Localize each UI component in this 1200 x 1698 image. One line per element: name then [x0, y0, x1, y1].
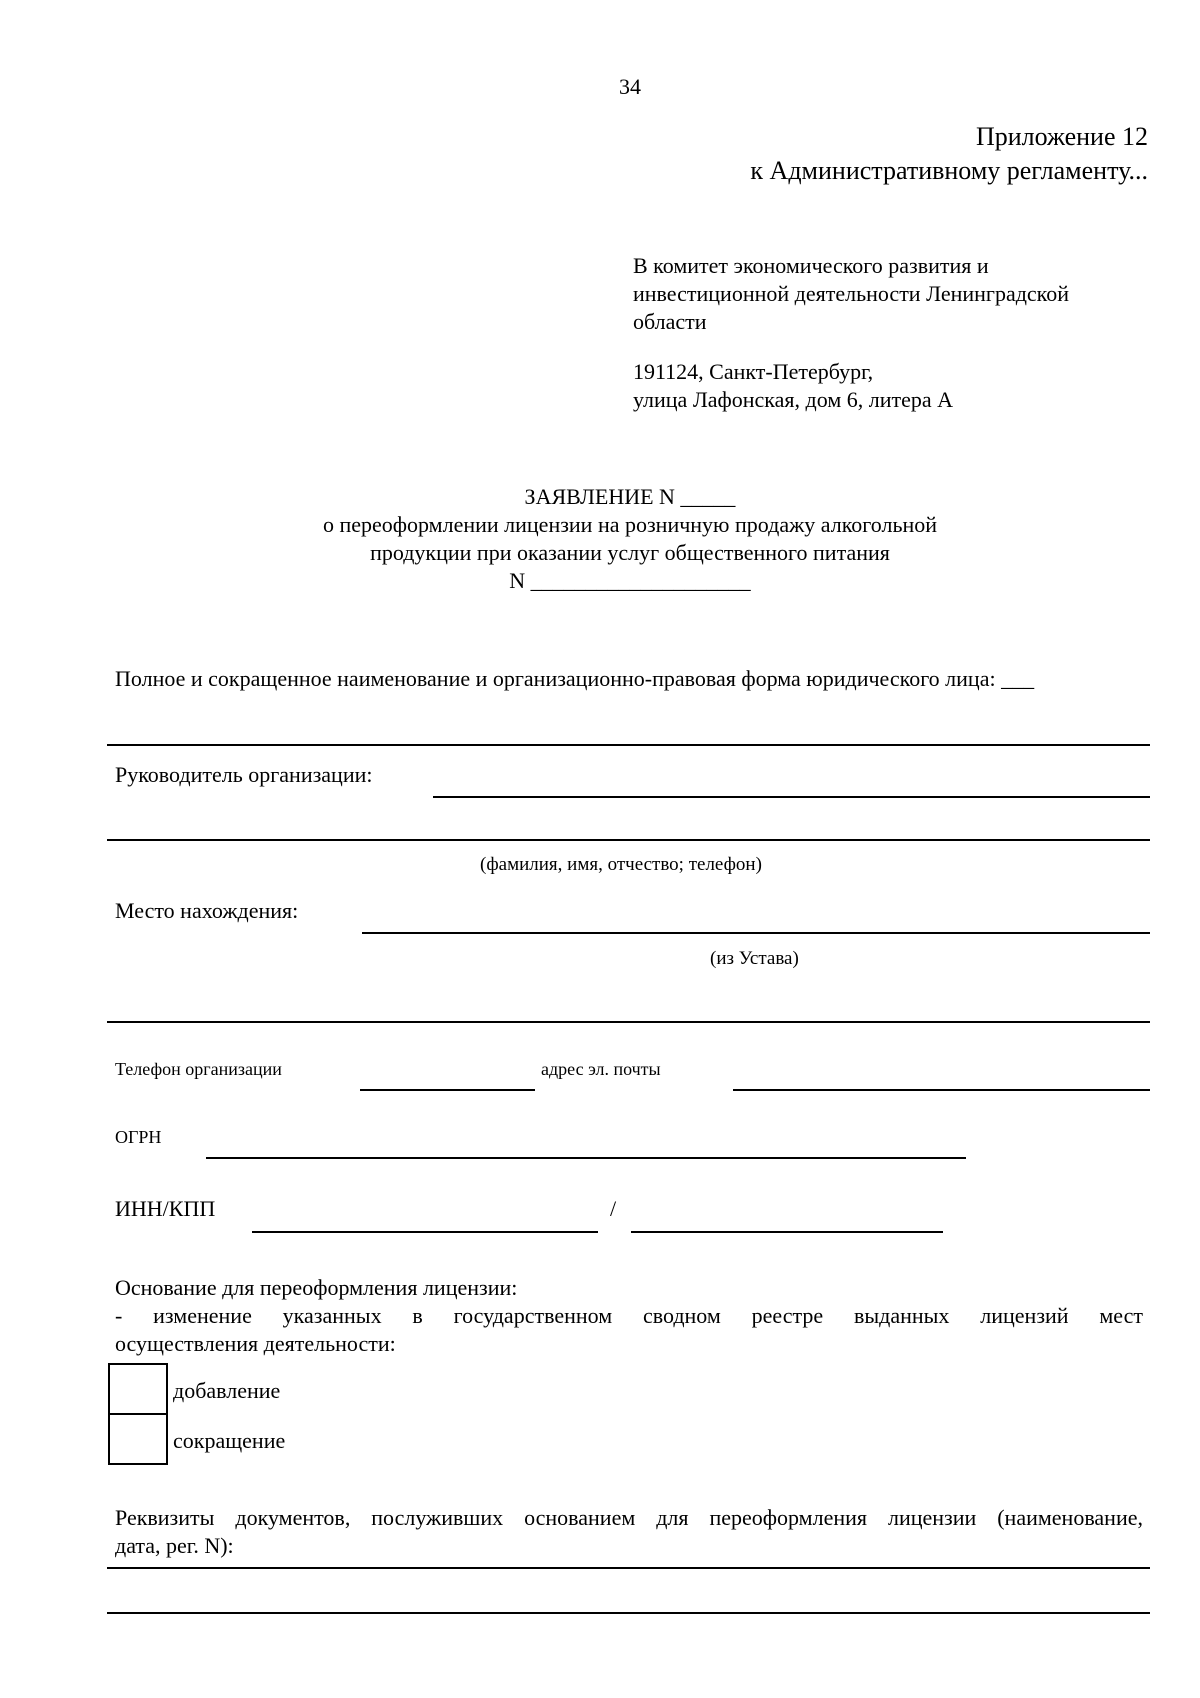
legal-name-label: Полное и сокращенное наименование и организационно-правовая форма юридического лица: ___: [115, 666, 1035, 691]
application-subtitle-1: о переоформлении лицензии на розничную продажу алкогольной: [322, 512, 938, 537]
location-label: Место нахождения:: [115, 898, 299, 923]
kpp-input-line[interactable]: [631, 1231, 943, 1233]
location-hint: (из Устава): [710, 948, 799, 969]
head-hint: (фамилия, имя, отчество; телефон): [480, 854, 762, 875]
basis-title: Основание для переоформления лицензии:: [115, 1275, 518, 1300]
requisites-input-line-1[interactable]: [107, 1567, 1150, 1569]
basis-text-line-1: - изменение указанных в государственном сводном реестре выданных лицензий мест: [115, 1303, 1143, 1328]
ogrn-input-line[interactable]: [206, 1157, 966, 1159]
requisites-text-line-1: Реквизиты документов, послуживших основанием для переоформления лицензии (наименование,: [115, 1505, 1143, 1530]
inn-input-line[interactable]: [252, 1231, 598, 1233]
requisites-text-line-2: дата, рег. N):: [115, 1533, 234, 1558]
ogrn-label: ОГРН: [115, 1127, 162, 1147]
page-number: 34: [619, 74, 641, 99]
checkbox-add[interactable]: [108, 1363, 168, 1415]
checkbox-reduce[interactable]: [108, 1413, 168, 1465]
addressee-line-1: В комитет экономического развития и: [633, 253, 989, 278]
addressee-line-2: инвестиционной деятельности Ленинградской: [633, 281, 1070, 306]
location-input-line-2[interactable]: [107, 1021, 1150, 1023]
email-input-line[interactable]: [733, 1089, 1150, 1091]
appendix-subtitle: к Административному регламенту...: [750, 156, 1148, 185]
requisites-input-line-2[interactable]: [107, 1612, 1150, 1614]
option-reduce-label: сокращение: [173, 1428, 286, 1453]
basis-text-line-2: осуществления деятельности:: [115, 1331, 396, 1356]
appendix-title: Приложение 12: [975, 122, 1148, 151]
license-number: N ____________________: [509, 568, 751, 593]
head-input-line-2[interactable]: [107, 839, 1150, 841]
phone-input-line[interactable]: [360, 1089, 535, 1091]
head-label: Руководитель организации:: [115, 762, 373, 787]
application-subtitle-2: продукции при оказании услуг общественного питания: [370, 540, 890, 565]
inn-kpp-separator: /: [610, 1196, 617, 1221]
phone-label: Телефон организации: [115, 1059, 282, 1079]
application-title: ЗАЯВЛЕНИЕ N _____: [524, 484, 736, 509]
location-input-line[interactable]: [362, 932, 1150, 934]
legal-name-input-line[interactable]: [107, 744, 1150, 746]
inn-label: ИНН/КПП: [115, 1196, 216, 1221]
head-input-line[interactable]: [433, 796, 1150, 798]
addressee-address-1: 191124, Санкт-Петербург,: [633, 359, 874, 384]
email-label: адрес эл. почты: [541, 1059, 661, 1079]
addressee-address-2: улица Лафонская, дом 6, литера А: [633, 387, 954, 412]
option-add-label: добавление: [173, 1378, 281, 1403]
addressee-line-3: области: [633, 309, 707, 334]
